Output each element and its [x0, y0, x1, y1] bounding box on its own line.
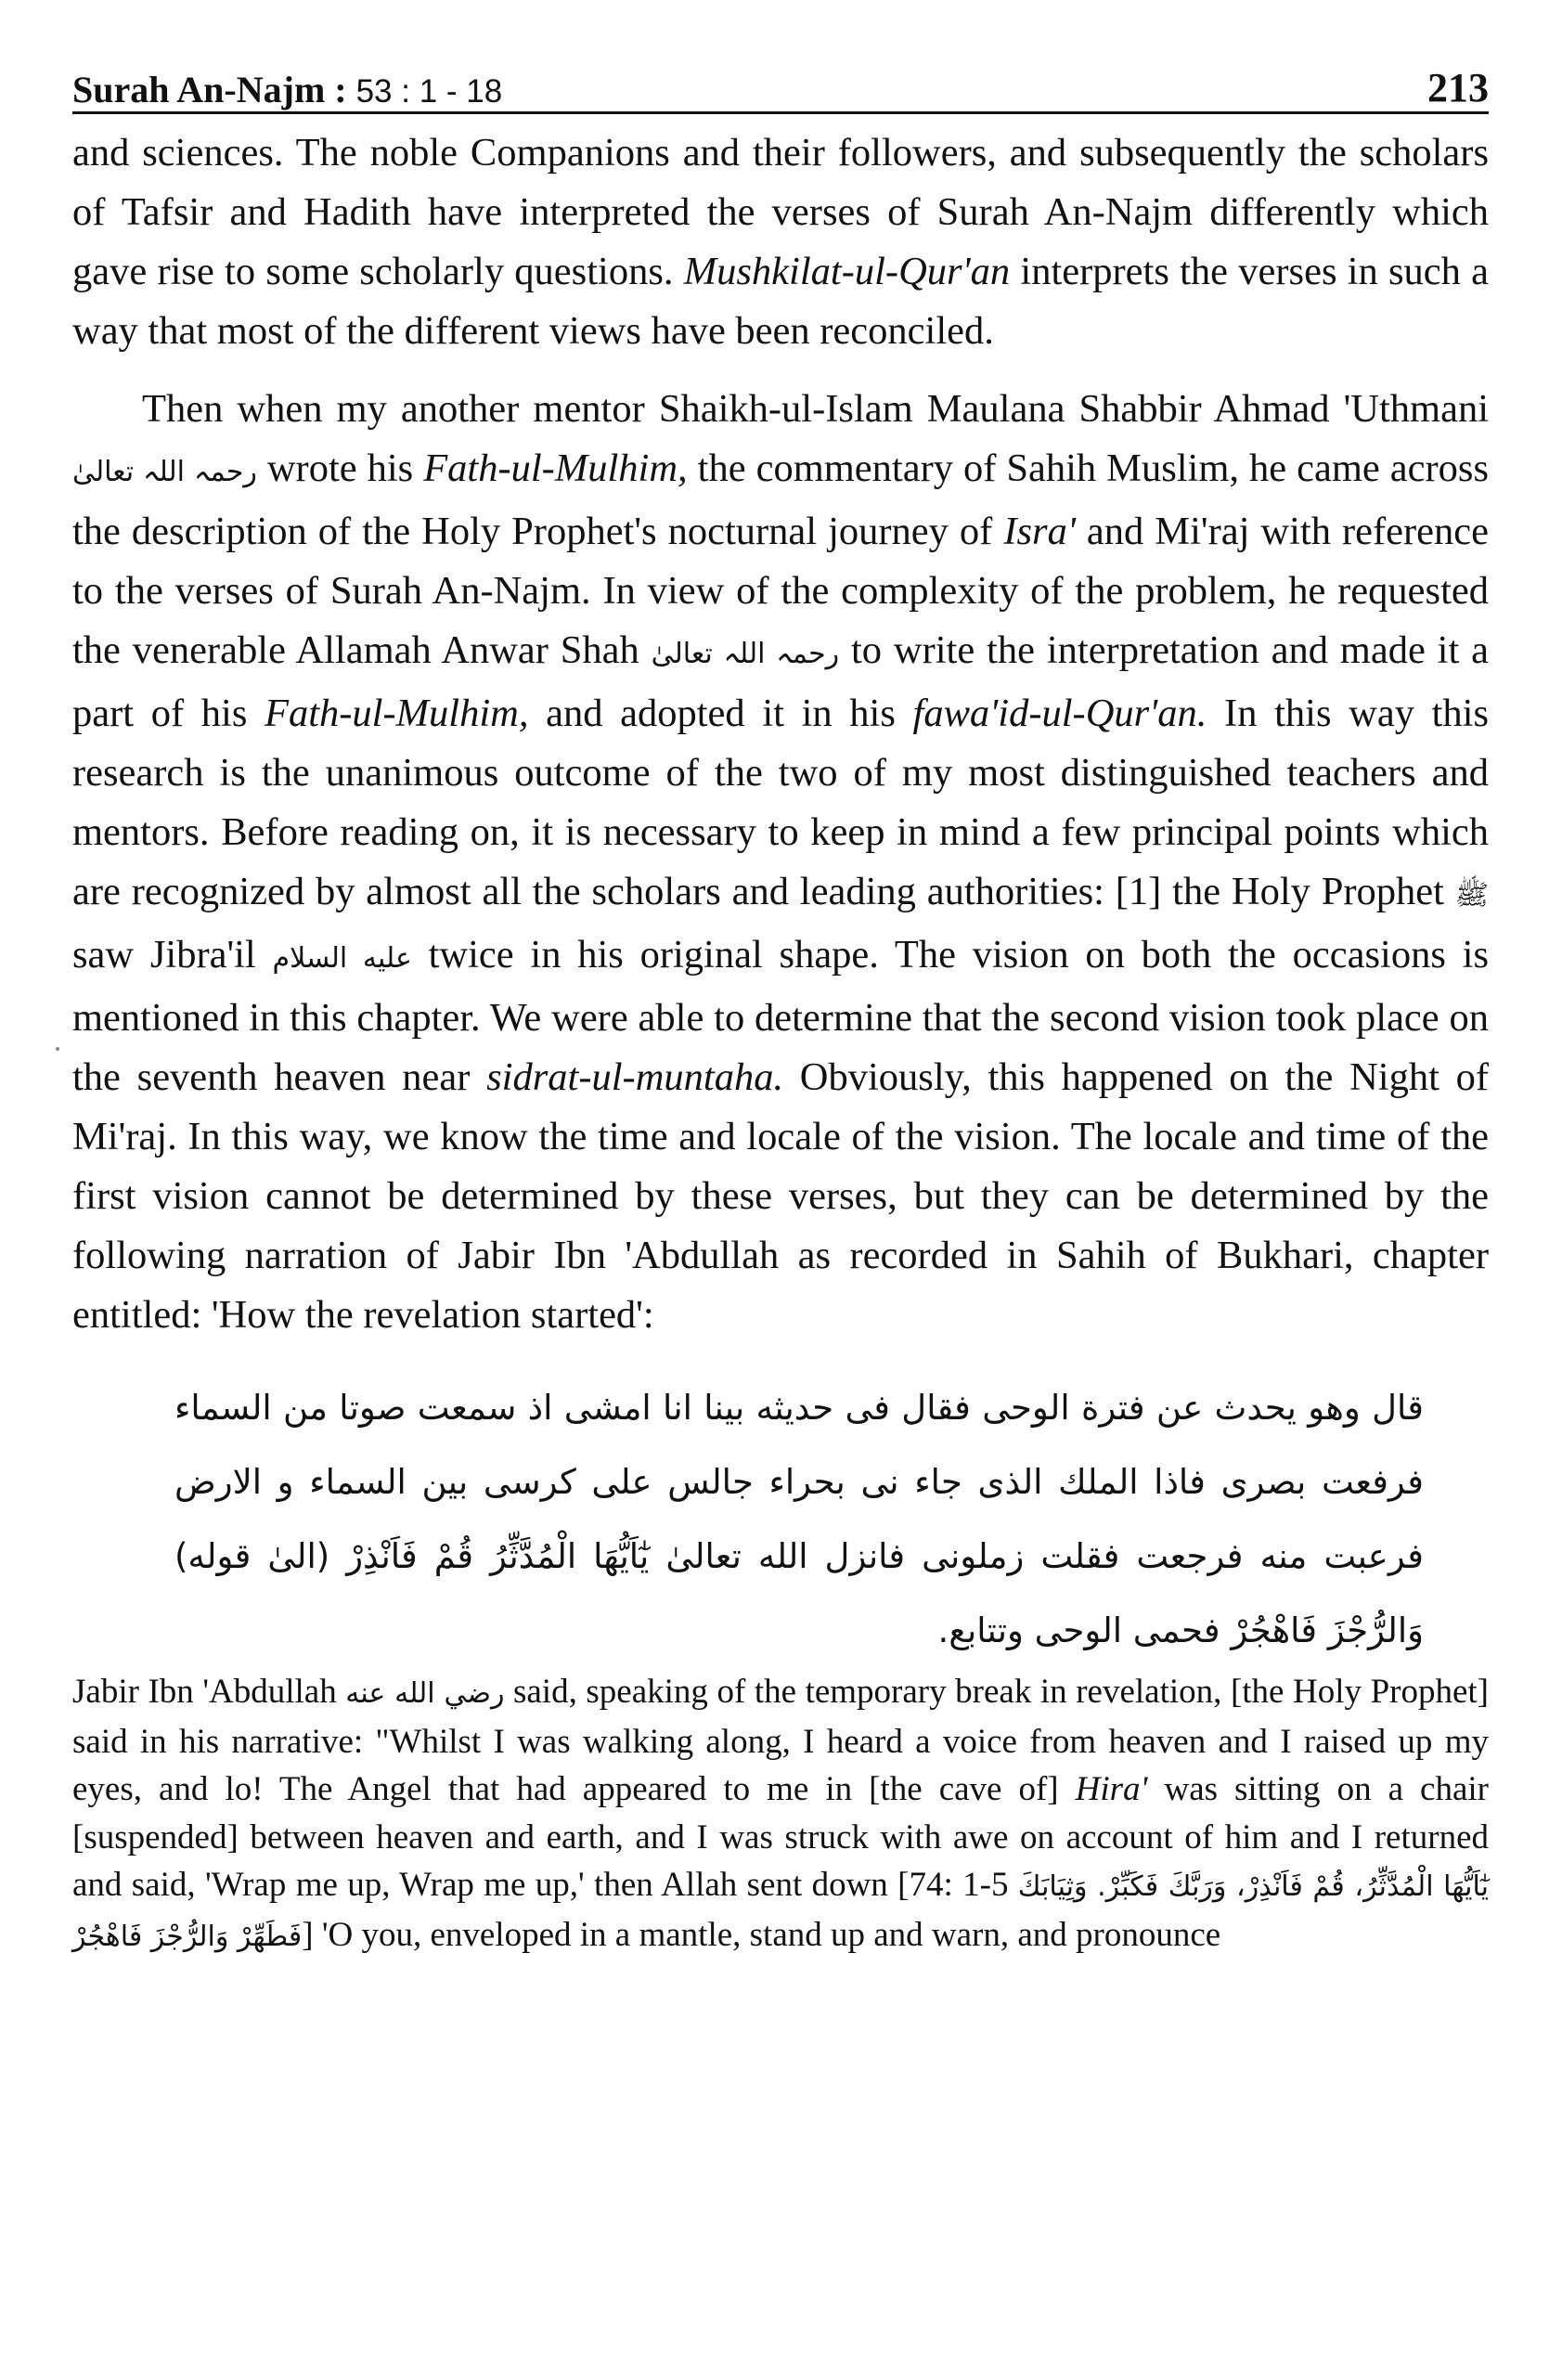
p2-italic-3: Fath-ul-Mulhim,	[265, 692, 529, 735]
p1-italic-1: Mushkilat-ul-Qur'an	[683, 250, 1011, 293]
salutation-radiallahu-glyph: رضي الله عنه	[345, 1677, 505, 1710]
running-header	[72, 37, 1489, 114]
tr-arabic-verse: يٰٓاَيُّهَا الْمُدَّثِّرُ، قُمْ فَاَنْذِرْ، وَرَبَّكَ فَكَبِّرْ. وَثِيَابَكَ فَطَهِّرْ وَالرُّجْزَ فَاهْجُرْ	[72, 1870, 1489, 1953]
page-number: 213	[1427, 65, 1489, 110]
p2-arabic-honorific-2: رحمہ اللہ تعالیٰ	[651, 638, 840, 670]
p2-text-1: Then when my another mentor Shaikh-ul-Islam Maulana Shabbir Ahmad 'Uthmani	[142, 387, 1489, 431]
tr-text-1: Jabir Ibn 'Abdullah	[72, 1673, 346, 1711]
tr-text-2: said, speaking of the temporary break in revelation, [the Holy Prophet] said in his narrative: "Whilst I was walking along, I heard a voice from heaven and I raised up my eyes, and lo! The Angel that had appeared to me in [the cave of]	[72, 1673, 1489, 1808]
p2-italic-5: sidrat-ul-muntaha.	[486, 1055, 784, 1099]
p2-text-7: In this way this research is the unanimous outcome of the two of my most distinguished teachers and mentors. Before reading on, it is necessary to keep in mind a few principal points which are recognized by almost all the scholars and leading authorities: [1] the Holy Prophet	[72, 692, 1490, 913]
p2-text-9: twice in his original shape. The vision on both the occasions is mentioned in this chapter. We were able to determine that the second vision took place on the seventh heaven near	[72, 933, 1489, 1099]
header-title	[72, 68, 502, 111]
tr-text-4: ] 'O you, enveloped in a mantle, stand up and warn, and pronounce	[302, 1915, 1221, 1954]
arabic-hadith-quote: قال وهو يحدث عن فترة الوحى فقال فى حديثه بينا انا امشى اذ سمعت صوتا من السماء فرفعت بصرى فاذا الملك الذى جاء نى بحراء جالس على كرسى بين السماء و الارض فرعبت منه فرجعت فقلت زملونى فانزل الله تعالىٰ يٰٓاَيُّهَا الْمُدَّثِّرُ قُمْ فَاَنْذِرْ (الىٰ قوله) وَالرُّجْزَ فَاهْجُرْ فحمى الوحى وتتابع.	[174, 1388, 1424, 1650]
p2-text-10: Obviously, this happened on the Night of Mi'raj. In this way, we know the time and locale of the vision. The locale and time of the first vision cannot be determined by these verses, but they can be determined by the following narration of Jabir Ibn 'Abdullah as recorded in Sahih of Bukhari, chapter entitled: 'How the revelation started':	[72, 1055, 1490, 1337]
hadith-translation	[72, 1668, 1489, 1960]
p2-text-8: saw Jibra'il	[72, 933, 273, 977]
p2-italic-1: Fath-ul-Mulhim,	[423, 446, 688, 490]
paragraph-1	[72, 123, 1489, 361]
p2-text-5: to write the interpretation and made it a part of his	[72, 628, 1489, 735]
p2-italic-2: Isra'	[1003, 510, 1076, 553]
p2-text-4: and Mi'raj with reference to the verses of Surah An-Najm. In view of the complexity of the problem, he requested the venerable Allamah Anwar Shah	[72, 510, 1490, 672]
p2-italic-4: fawa'id-ul-Qur'an.	[912, 692, 1207, 735]
p1-text-1: and sciences. The noble Companions and their followers, and subsequently the scholars of Tafsir and Hadith have interpreted the verses of Surah An-Najm differently which gave rise to some scholarly questions.	[72, 131, 1489, 293]
margin-speck	[56, 1047, 59, 1051]
verse-reference: 53 : 1 - 18	[355, 73, 503, 110]
surah-name: Surah An-Najm :	[72, 69, 347, 110]
p2-arabic-honorific-1: رحمہ اللہ تعالیٰ	[72, 456, 257, 488]
salutation-alaihis-salam-glyph: عليه السلام	[272, 942, 412, 975]
tr-text-3: was sitting on a chair [suspended] between heaven and earth, and I was struck with awe on account of him and I returned and said, 'Wrap me up, Wrap me up,' then Allah sent down [74: 1-5	[72, 1770, 1489, 1904]
p1-text-2: interprets the verses in such a way that most of the different views have been reconciled.	[72, 250, 1490, 353]
salutation-prophet-glyph: ﷺ	[1454, 879, 1489, 912]
p2-text-3: the commentary of Sahih Muslim, he came across the description of the Holy Prophet's nocturnal journey of	[72, 446, 1489, 553]
p2-text-6: and adopted it in his	[528, 692, 913, 735]
book-page	[72, 37, 1489, 1960]
p2-text-2: wrote his	[256, 446, 424, 490]
paragraph-2	[72, 380, 1489, 1345]
tr-italic-1: Hira'	[1075, 1770, 1148, 1808]
